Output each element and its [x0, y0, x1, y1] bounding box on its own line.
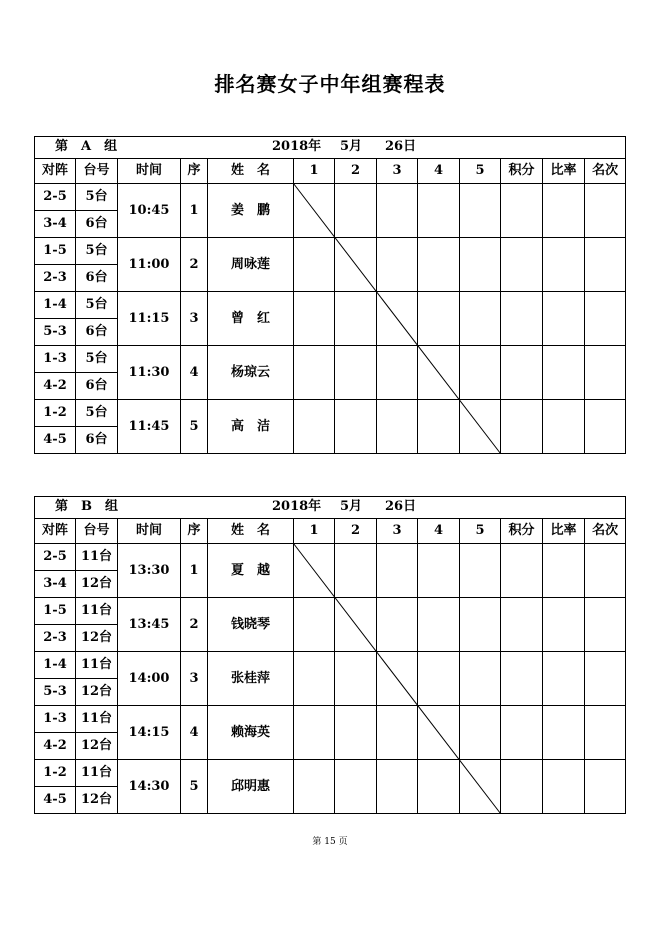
player-seq: 1	[181, 544, 208, 598]
column-header: 1	[294, 159, 335, 184]
score-cell	[501, 346, 543, 400]
column-header: 2	[335, 159, 377, 184]
player-name: 高 洁	[208, 400, 294, 454]
group-a-schedule	[34, 136, 625, 454]
match-time: 10:45	[118, 184, 181, 238]
rank-cell	[585, 544, 626, 598]
player-seq: 2	[181, 238, 208, 292]
match-pair: 4-5	[35, 427, 76, 454]
result-cell	[294, 598, 335, 652]
result-cell	[294, 760, 335, 814]
match-pair: 1-5	[35, 238, 76, 265]
table-number: 5台	[76, 292, 118, 319]
table-number: 11台	[76, 706, 118, 733]
score-cell	[501, 706, 543, 760]
header-month: 5月	[340, 139, 363, 154]
score-cell	[501, 292, 543, 346]
result-cell	[377, 652, 418, 706]
table-number: 11台	[76, 760, 118, 787]
result-cell	[460, 652, 501, 706]
ratio-cell	[543, 760, 585, 814]
match-pair: 1-5	[35, 598, 76, 625]
result-cell	[294, 184, 335, 238]
player-seq: 3	[181, 652, 208, 706]
result-cell	[335, 706, 377, 760]
column-header: 积分	[501, 159, 543, 184]
column-header: 时间	[118, 519, 181, 544]
result-cell	[335, 292, 377, 346]
match-pair: 4-2	[35, 733, 76, 760]
match-pair: 3-4	[35, 571, 76, 598]
match-pair: 1-3	[35, 706, 76, 733]
result-cell	[418, 544, 460, 598]
player-seq: 2	[181, 598, 208, 652]
table-number: 6台	[76, 265, 118, 292]
score-cell	[501, 598, 543, 652]
column-header: 5	[460, 159, 501, 184]
result-cell	[418, 400, 460, 454]
score-cell	[501, 760, 543, 814]
match-pair: 2-3	[35, 625, 76, 652]
match-time: 13:45	[118, 598, 181, 652]
result-cell	[294, 292, 335, 346]
result-cell	[418, 238, 460, 292]
match-time: 11:30	[118, 346, 181, 400]
result-cell	[335, 760, 377, 814]
table-number: 6台	[76, 373, 118, 400]
player-name: 邱明惠	[208, 760, 294, 814]
ratio-cell	[543, 346, 585, 400]
result-cell	[418, 598, 460, 652]
match-pair: 2-3	[35, 265, 76, 292]
group-label: 第 B 组	[55, 499, 118, 514]
group-header	[35, 137, 626, 159]
score-cell	[501, 652, 543, 706]
player-name: 张桂萍	[208, 652, 294, 706]
result-cell	[335, 544, 377, 598]
rank-cell	[585, 400, 626, 454]
column-header: 序	[181, 159, 208, 184]
ratio-cell	[543, 292, 585, 346]
player-name: 夏 越	[208, 544, 294, 598]
header-day: 26日	[385, 139, 417, 154]
result-cell	[335, 400, 377, 454]
group-b-schedule	[34, 496, 625, 814]
rank-cell	[585, 760, 626, 814]
group-label: 第 A 组	[55, 139, 118, 154]
match-pair: 1-3	[35, 346, 76, 373]
score-cell	[501, 238, 543, 292]
player-name: 周咏莲	[208, 238, 294, 292]
group-header	[35, 497, 626, 519]
match-pair: 2-5	[35, 184, 76, 211]
result-cell	[418, 292, 460, 346]
result-cell	[377, 238, 418, 292]
result-cell	[377, 292, 418, 346]
match-time: 14:00	[118, 652, 181, 706]
rank-cell	[585, 706, 626, 760]
score-cell	[501, 184, 543, 238]
result-cell	[460, 346, 501, 400]
player-seq: 5	[181, 400, 208, 454]
rank-cell	[585, 238, 626, 292]
table-number: 5台	[76, 238, 118, 265]
table-number: 12台	[76, 571, 118, 598]
page-title: 排名赛女子中年组赛程表	[214, 72, 446, 96]
column-header: 名次	[585, 159, 626, 184]
ratio-cell	[543, 652, 585, 706]
column-header: 1	[294, 519, 335, 544]
table-number: 12台	[76, 625, 118, 652]
result-cell	[460, 400, 501, 454]
column-header: 5	[460, 519, 501, 544]
column-header: 名次	[585, 519, 626, 544]
table-number: 11台	[76, 598, 118, 625]
rank-cell	[585, 184, 626, 238]
player-name: 杨琼云	[208, 346, 294, 400]
result-cell	[294, 346, 335, 400]
result-cell	[294, 400, 335, 454]
column-header: 4	[418, 519, 460, 544]
result-cell	[294, 544, 335, 598]
ratio-cell	[543, 706, 585, 760]
match-pair: 1-4	[35, 652, 76, 679]
player-seq: 4	[181, 706, 208, 760]
ratio-cell	[543, 544, 585, 598]
match-time: 11:15	[118, 292, 181, 346]
column-header: 3	[377, 519, 418, 544]
match-time: 11:00	[118, 238, 181, 292]
table-number: 6台	[76, 211, 118, 238]
header-year: 2018年	[272, 499, 322, 514]
score-cell	[501, 400, 543, 454]
rank-cell	[585, 652, 626, 706]
match-time: 13:30	[118, 544, 181, 598]
table-number: 5台	[76, 400, 118, 427]
rank-cell	[585, 346, 626, 400]
match-pair: 1-2	[35, 760, 76, 787]
table-number: 12台	[76, 787, 118, 814]
schedule-table	[34, 136, 626, 454]
result-cell	[335, 184, 377, 238]
column-header: 积分	[501, 519, 543, 544]
result-cell	[460, 706, 501, 760]
column-header: 时间	[118, 159, 181, 184]
page-number: 第 15 页	[312, 837, 348, 847]
column-header: 对阵	[35, 159, 76, 184]
table-number: 11台	[76, 544, 118, 571]
match-pair: 1-4	[35, 292, 76, 319]
player-seq: 5	[181, 760, 208, 814]
result-cell	[460, 292, 501, 346]
result-cell	[377, 760, 418, 814]
player-name: 赖海英	[208, 706, 294, 760]
ratio-cell	[543, 184, 585, 238]
column-header: 姓 名	[208, 519, 294, 544]
ratio-cell	[543, 598, 585, 652]
result-cell	[460, 760, 501, 814]
result-cell	[377, 598, 418, 652]
result-cell	[460, 544, 501, 598]
player-seq: 3	[181, 292, 208, 346]
table-number: 6台	[76, 427, 118, 454]
rank-cell	[585, 292, 626, 346]
result-cell	[377, 706, 418, 760]
player-seq: 1	[181, 184, 208, 238]
score-cell	[501, 544, 543, 598]
header-day: 26日	[385, 499, 417, 514]
result-cell	[335, 598, 377, 652]
column-header: 3	[377, 159, 418, 184]
result-cell	[418, 652, 460, 706]
player-name: 曾 红	[208, 292, 294, 346]
schedule-table	[34, 496, 626, 814]
table-number: 12台	[76, 733, 118, 760]
result-cell	[294, 652, 335, 706]
match-pair: 4-5	[35, 787, 76, 814]
result-cell	[460, 238, 501, 292]
match-pair: 3-4	[35, 211, 76, 238]
result-cell	[460, 184, 501, 238]
result-cell	[418, 760, 460, 814]
column-header: 姓 名	[208, 159, 294, 184]
column-header: 对阵	[35, 519, 76, 544]
rank-cell	[585, 598, 626, 652]
column-header: 2	[335, 519, 377, 544]
table-number: 5台	[76, 184, 118, 211]
result-cell	[294, 706, 335, 760]
match-pair: 5-3	[35, 679, 76, 706]
column-header: 比率	[543, 519, 585, 544]
result-cell	[335, 652, 377, 706]
match-pair: 2-5	[35, 544, 76, 571]
result-cell	[460, 598, 501, 652]
column-header: 4	[418, 159, 460, 184]
player-seq: 4	[181, 346, 208, 400]
match-time: 14:15	[118, 706, 181, 760]
result-cell	[377, 400, 418, 454]
column-header: 台号	[76, 519, 118, 544]
result-cell	[418, 184, 460, 238]
ratio-cell	[543, 400, 585, 454]
result-cell	[294, 238, 335, 292]
result-cell	[418, 706, 460, 760]
table-number: 5台	[76, 346, 118, 373]
table-number: 6台	[76, 319, 118, 346]
match-pair: 4-2	[35, 373, 76, 400]
header-year: 2018年	[272, 139, 322, 154]
player-name: 姜 鹏	[208, 184, 294, 238]
column-header: 序	[181, 519, 208, 544]
result-cell	[377, 544, 418, 598]
result-cell	[418, 346, 460, 400]
column-header: 台号	[76, 159, 118, 184]
table-number: 11台	[76, 652, 118, 679]
table-number: 12台	[76, 679, 118, 706]
player-name: 钱晓琴	[208, 598, 294, 652]
result-cell	[335, 238, 377, 292]
result-cell	[377, 346, 418, 400]
header-month: 5月	[340, 499, 363, 514]
ratio-cell	[543, 238, 585, 292]
match-pair: 1-2	[35, 400, 76, 427]
column-header: 比率	[543, 159, 585, 184]
match-time: 11:45	[118, 400, 181, 454]
match-time: 14:30	[118, 760, 181, 814]
match-pair: 5-3	[35, 319, 76, 346]
result-cell	[335, 346, 377, 400]
result-cell	[377, 184, 418, 238]
